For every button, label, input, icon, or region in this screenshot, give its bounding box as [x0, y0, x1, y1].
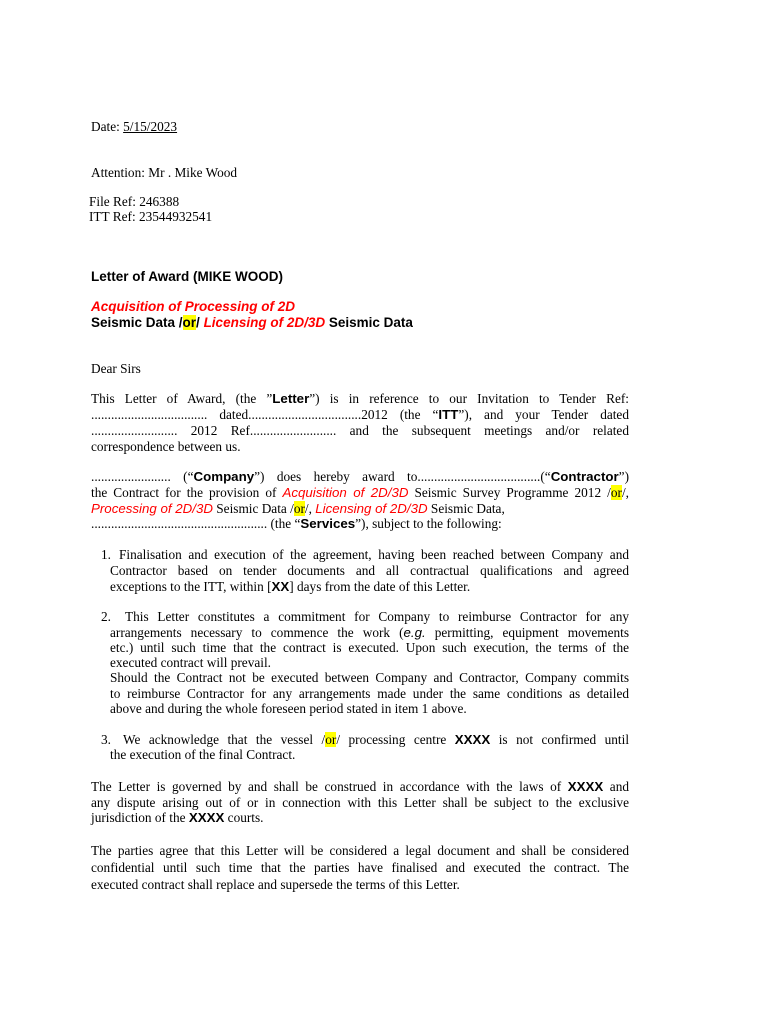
item2-line3: etc.) until such time that the contract is executed. Upon such execution, the terms of the: [110, 640, 629, 655]
item2-line6: to reimburse Contractor for any arrangements made under the same conditions as detailed: [110, 686, 629, 701]
para3-line3: jurisdiction of the XXXX courts.: [91, 810, 264, 825]
item3-number: 3.: [101, 732, 111, 747]
item3-line1: We acknowledge that the vessel /or/ processing centre XXXX is not confirmed until: [123, 732, 630, 747]
item2-line2: arrangements necessary to commence the work (e.g. permitting, equipment movements: [110, 625, 629, 640]
item1-line1: Finalisation and execution of the agreement, having been reached between Company and: [119, 547, 629, 562]
para2-line2: the Contract for the provision of Acquisition of 2D/3D Seismic Survey Programme 2012 /or/,: [91, 485, 629, 500]
para2-line4: ..................................................... (the “Services”), subject to the following:: [91, 516, 502, 531]
date-label: Date:: [91, 119, 124, 134]
item2-number: 2.: [101, 609, 111, 624]
subject-line-2: Seismic Data /or/ Licensing of 2D/3D Seismic Data: [91, 315, 413, 330]
letter-title: Letter of Award (MIKE WOOD): [91, 269, 283, 284]
item2-line4: executed contract will prevail.: [110, 655, 271, 670]
para2-line3: Processing of 2D/3D Seismic Data /or/, Licensing of 2D/3D Seismic Data,: [91, 501, 505, 516]
subject-line-1: Acquisition of Processing of 2D: [91, 299, 296, 314]
para1-line2: ................................... dated..................................2012 (the “ITT”), and your Tender dated: [91, 407, 629, 422]
item2-line7: above and during the whole foreseen period stated in item 1 above.: [110, 701, 467, 716]
date-value: 5/15/2023: [123, 119, 178, 134]
para3-line1: The Letter is governed by and shall be construed in accordance with the laws of XXXX and: [91, 779, 629, 794]
item2-line1: This Letter constitutes a commitment for Company to reimburse Contractor for any: [125, 609, 629, 624]
itt-ref: ITT Ref: 23544932541: [89, 209, 213, 224]
para3-line2: any dispute arising out of or in connection with this Letter shall be subject to the exclusive: [91, 795, 629, 810]
para4-line3: executed contract shall replace and supersede the terms of this Letter.: [91, 877, 460, 892]
item1-line3: exceptions to the ITT, within [XX] days from the date of this Letter.: [110, 579, 471, 594]
para1-line4: correspondence between us.: [91, 439, 241, 454]
item1-number: 1.: [101, 547, 111, 562]
attention-line: Attention: Mr . Mike Wood: [91, 165, 238, 180]
salutation: Dear Sirs: [91, 361, 141, 376]
item1-line2: Contractor based on tender documents and all contractual qualifications and agreed: [110, 563, 629, 578]
para4-line2: confidential until such time that the parties have finalised and executed the contract. The: [91, 860, 629, 875]
or-highlight: or: [182, 315, 197, 330]
item2-line5: Should the Contract not be executed between Company and Contractor, Company commits: [110, 670, 629, 685]
para2-line1: ........................ (“Company”) does hereby award to.....................................(“Contractor”): [91, 469, 630, 484]
item3-line2: the execution of the final Contract.: [110, 747, 296, 762]
para1-line1: This Letter of Award, (the ”Letter”) is in reference to our Invitation to Tender Ref:: [91, 391, 629, 406]
para1-line3: .......................... 2012 Ref.......................... and the subsequent meetings and/or related: [91, 423, 629, 438]
para4-line1: The parties agree that this Letter will be considered a legal document and shall be considered: [91, 843, 629, 858]
file-ref: File Ref: 246388: [89, 194, 180, 209]
date-line: [91, 119, 177, 135]
